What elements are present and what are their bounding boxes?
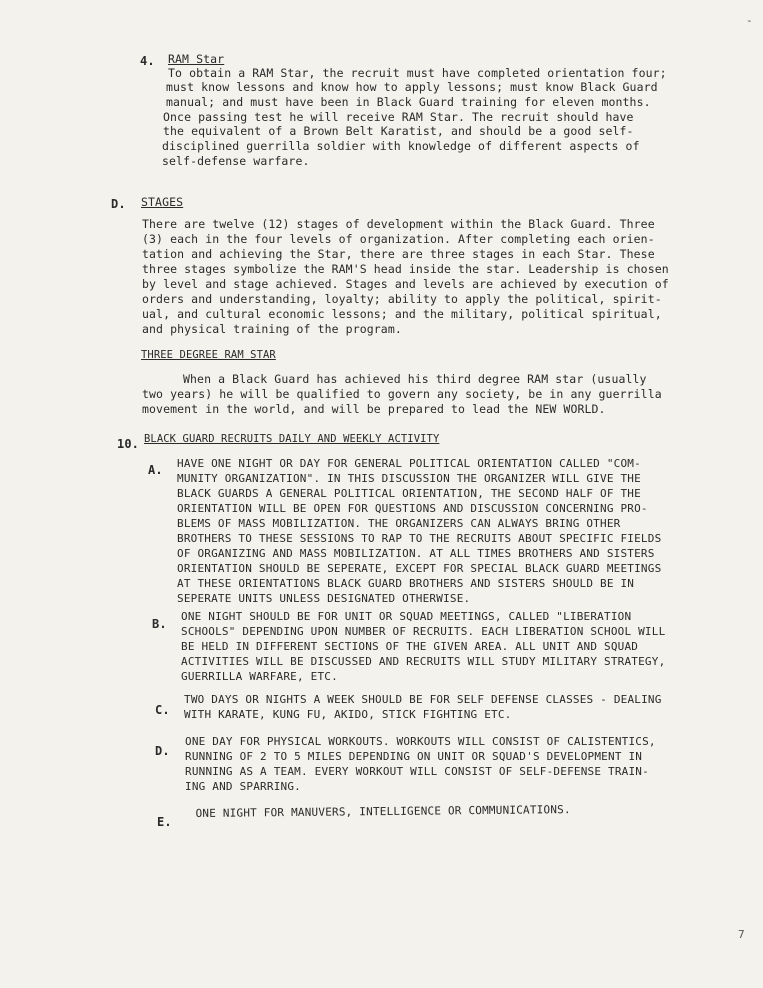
section-number: 4.: [140, 54, 155, 68]
body-line: movement in the world, and will be prepared to lead the NEW WORLD.: [142, 402, 606, 416]
body-line: To obtain a RAM Star, the recruit must have completed orientation four;: [168, 66, 667, 80]
body-line: ONE NIGHT FOR MANUVERS, INTELLIGENCE OR COMMUNICATIONS.: [195, 803, 571, 820]
section-heading: THREE DEGREE RAM STAR: [141, 349, 276, 361]
body-line: ORIENTATION WILL BE OPEN FOR QUESTIONS AND DISCUSSION CONCERNING PRO-: [177, 502, 648, 515]
body-line: RUNNING OF 2 TO 5 MILES DEPENDING ON UNIT OR SQUAD'S DEVELOPMENT IN: [185, 750, 643, 763]
body-line: When a Black Guard has achieved his third degree RAM star (usually: [183, 372, 647, 386]
body-line: ONE NIGHT SHOULD BE FOR UNIT OR SQUAD MEETINGS, CALLED "LIBERATION: [181, 610, 632, 623]
body-line: AT THESE ORIENTATIONS BLACK GUARD BROTHERS AND SISTERS SHOULD BE IN: [177, 577, 635, 590]
body-line: orders and understanding, loyalty; ability to apply the political, spirit-: [142, 292, 662, 306]
section-heading: RAM Star: [168, 52, 225, 66]
section-heading: BLACK GUARD RECRUITS DAILY AND WEEKLY ACTIVITY: [144, 433, 440, 445]
body-line: tation and achieving the Star, there are three stages in each Star. These: [142, 247, 655, 261]
page-number: 7: [738, 928, 745, 941]
item-letter: D.: [155, 744, 170, 758]
body-line: ING AND SPARRING.: [185, 780, 301, 793]
item-letter: B.: [152, 617, 167, 631]
item-letter: E.: [157, 815, 172, 829]
corner-mark: -: [746, 14, 753, 27]
body-line: BLACK GUARDS A GENERAL POLITICAL ORIENTATION, THE SECOND HALF OF THE: [177, 487, 641, 500]
body-line: SEPERATE UNITS UNLESS DESIGNATED OTHERWISE.: [177, 592, 471, 605]
body-line: TWO DAYS OR NIGHTS A WEEK SHOULD BE FOR SELF DEFENSE CLASSES - DEALING: [184, 693, 662, 706]
body-line: BLEMS OF MASS MOBILIZATION. THE ORGANIZERS CAN ALWAYS BRING OTHER: [177, 517, 621, 530]
body-line: GUERRILLA WARFARE, ETC.: [181, 670, 338, 683]
section-heading: STAGES: [141, 195, 184, 209]
body-line: MUNITY ORGANIZATION". IN THIS DISCUSSION THE ORGANIZER WILL GIVE THE: [177, 472, 641, 485]
body-line: self-defense warfare.: [162, 154, 310, 168]
body-line: ONE DAY FOR PHYSICAL WORKOUTS. WORKOUTS WILL CONSIST OF CALISTENTICS,: [185, 735, 656, 748]
body-line: two years) he will be qualified to govern any society, be in any guerrilla: [142, 387, 662, 401]
body-line: WITH KARATE, KUNG FU, AKIDO, STICK FIGHTING ETC.: [184, 708, 512, 721]
body-line: HAVE ONE NIGHT OR DAY FOR GENERAL POLITICAL ORIENTATION CALLED "COM-: [177, 457, 641, 470]
body-line: ACTIVITIES WILL BE DISCUSSED AND RECRUITS WILL STUDY MILITARY STRATEGY,: [181, 655, 666, 668]
body-line: RUNNING AS A TEAM. EVERY WORKOUT WILL CONSIST OF SELF-DEFENSE TRAIN-: [185, 765, 649, 778]
section-letter: D.: [111, 197, 126, 211]
body-line: There are twelve (12) stages of development within the Black Guard. Three: [142, 217, 655, 231]
body-line: BE HELD IN DIFFERENT SECTIONS OF THE GIVEN AREA. ALL UNIT AND SQUAD: [181, 640, 639, 653]
item-letter: A.: [148, 463, 163, 477]
body-line: must know lessons and know how to apply lessons; must know Black Guard: [166, 80, 658, 94]
body-line: SCHOOLS" DEPENDING UPON NUMBER OF RECRUITS. EACH LIBERATION SCHOOL WILL: [181, 625, 666, 638]
body-line: OF ORGANIZING AND MASS MOBILIZATION. AT ALL TIMES BROTHERS AND SISTERS: [177, 547, 655, 560]
body-line: by level and stage achieved. Stages and levels are achieved by execution of: [142, 277, 669, 291]
body-line: manual; and must have been in Black Guard training for eleven months.: [166, 95, 651, 109]
body-line: BROTHERS TO THESE SESSIONS TO RAP TO THE RECRUITS ABOUT SPECIFIC FIELDS: [177, 532, 662, 545]
body-line: the equivalent of a Brown Belt Karatist, and should be a good self-: [163, 124, 634, 138]
body-line: disciplined guerrilla soldier with knowledge of different aspects of: [162, 139, 640, 153]
body-line: three stages symbolize the RAM'S head inside the star. Leadership is chosen: [142, 262, 669, 276]
body-line: ual, and cultural economic lessons; and the military, political spiritual,: [142, 307, 662, 321]
body-line: Once passing test he will receive RAM Star. The recruit should have: [163, 110, 634, 124]
body-line: ORIENTATION SHOULD BE SEPERATE, EXCEPT FOR SPECIAL BLACK GUARD MEETINGS: [177, 562, 662, 575]
item-letter: C.: [155, 703, 170, 717]
section-number: 10.: [117, 437, 139, 451]
body-line: (3) each in the four levels of organization. After completing each orien-: [142, 232, 655, 246]
body-line: and physical training of the program.: [142, 322, 402, 336]
